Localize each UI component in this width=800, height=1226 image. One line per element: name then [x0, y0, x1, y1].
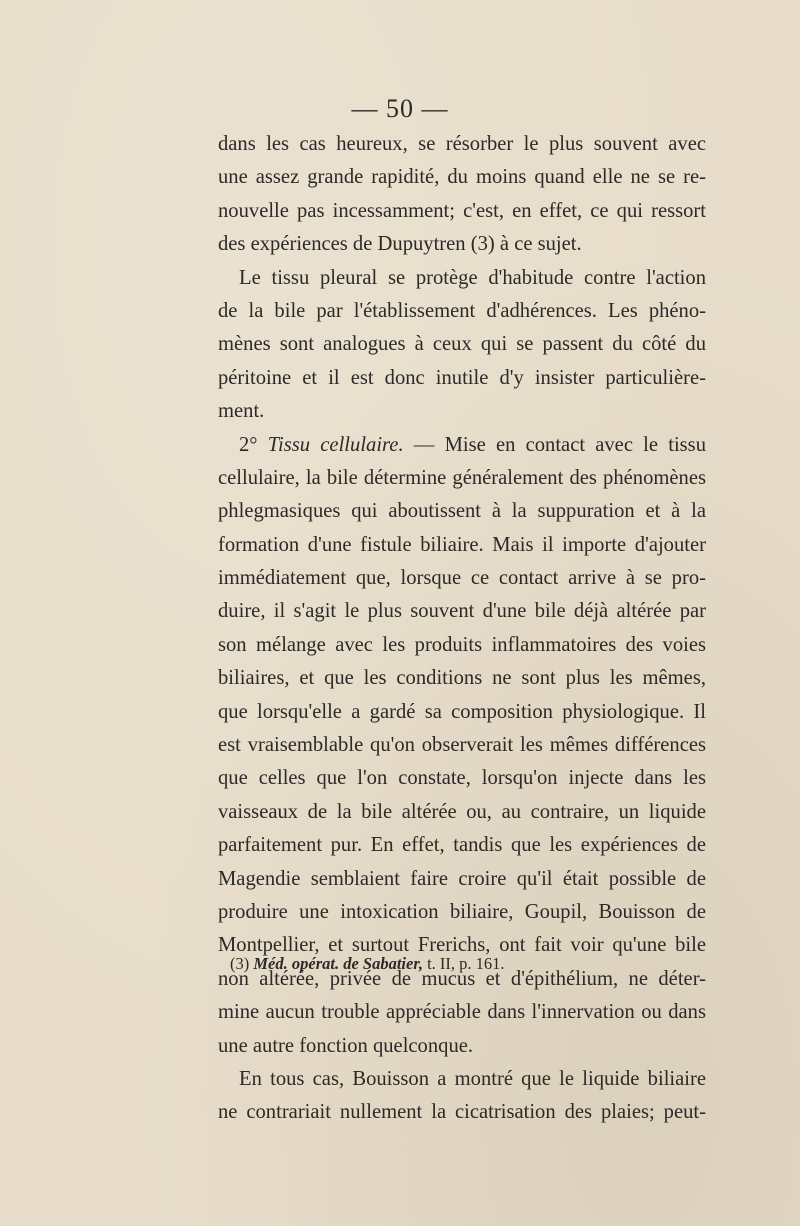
text-line: dans les cas heureux, se résorber le plus souvent avec	[218, 133, 706, 155]
page-number: — 50 —	[351, 94, 449, 123]
text-line: que lorsqu'elle a gardé sa composition physiologique. Il	[218, 700, 706, 723]
text-line: biliaires, et que les conditions ne sont plus les mêmes,	[218, 667, 706, 690]
body-text	[218, 128, 706, 1130]
text-line: son mélange avec les produits inflammatoires des voies	[218, 633, 706, 656]
text-line: une assez grande rapidité, du moins quand elle ne se re-	[218, 166, 706, 189]
text-line: Magendie semblaient faire croire qu'il était possible de	[218, 867, 706, 890]
text-line: duire, il s'agit le plus souvent d'une bile déjà altérée par	[218, 600, 706, 623]
text-line: est vraisemblable qu'on observerait les mêmes différences	[218, 734, 706, 757]
text-line: mine aucun trouble appréciable dans l'innervation ou dans	[218, 1001, 706, 1024]
text-line: phlegmasiques qui aboutissent à la suppuration et à la	[218, 500, 706, 523]
text-line: péritoine et il est donc inutile d'y insister particulière-	[218, 366, 706, 389]
footnote-marker: (3)	[230, 954, 250, 973]
footnote-title: Méd. opérat. de Sabatier,	[253, 954, 423, 973]
text-line: En tous cas, Bouisson a montré que le liquide biliaire	[239, 1067, 706, 1090]
text-line: mènes sont analogues à ceux qui se passent du côté du	[218, 333, 706, 356]
text-line: nouvelle pas incessamment; c'est, en effet, ce qui ressort	[218, 199, 706, 222]
text-line: que celles que l'on constate, lorsqu'on injecte dans les	[218, 767, 706, 790]
text-line: des expériences de Dupuytren (3) à ce sujet.	[218, 233, 582, 256]
text-line: produire une intoxication biliaire, Goupil, Bouisson de	[218, 900, 706, 923]
text-line: immédiatement que, lorsque ce contact arrive à se pro-	[218, 567, 706, 590]
text-line: Montpellier, et surtout Frerichs, ont fait voir qu'une bile	[218, 934, 706, 957]
text-line: parfaitement pur. En effet, tandis que les expériences de	[218, 834, 706, 857]
text-line: Le tissu pleural se protège d'habitude contre l'action	[239, 266, 706, 289]
section-number: 2°	[239, 433, 268, 456]
text-line: une autre fonction quelconque.	[218, 1034, 474, 1057]
text-line: ne contrariait nullement la cicatrisation des plaies; peut-	[218, 1101, 706, 1124]
section-title: Tissu cellulaire.	[267, 433, 404, 456]
text-line: ment.	[218, 400, 265, 423]
footnote	[230, 952, 505, 976]
text-line: de la bile par l'établissement d'adhérences. Les phéno-	[218, 299, 706, 322]
text-line: cellulaire, la bile détermine généralement des phénomènes	[218, 466, 706, 489]
footnote-reference: t. II, p. 161.	[422, 954, 505, 973]
text-line: non altérée, privée de mucus et d'épithélium, ne déter-	[218, 967, 706, 990]
section-heading-line	[218, 429, 706, 462]
section-lead-text: — Mise en contact avec le tissu	[403, 433, 706, 456]
text-line: formation d'une fistule biliaire. Mais il importe d'ajouter	[218, 533, 706, 556]
text-line: vaisseaux de la bile altérée ou, au contraire, un liquide	[218, 800, 706, 823]
